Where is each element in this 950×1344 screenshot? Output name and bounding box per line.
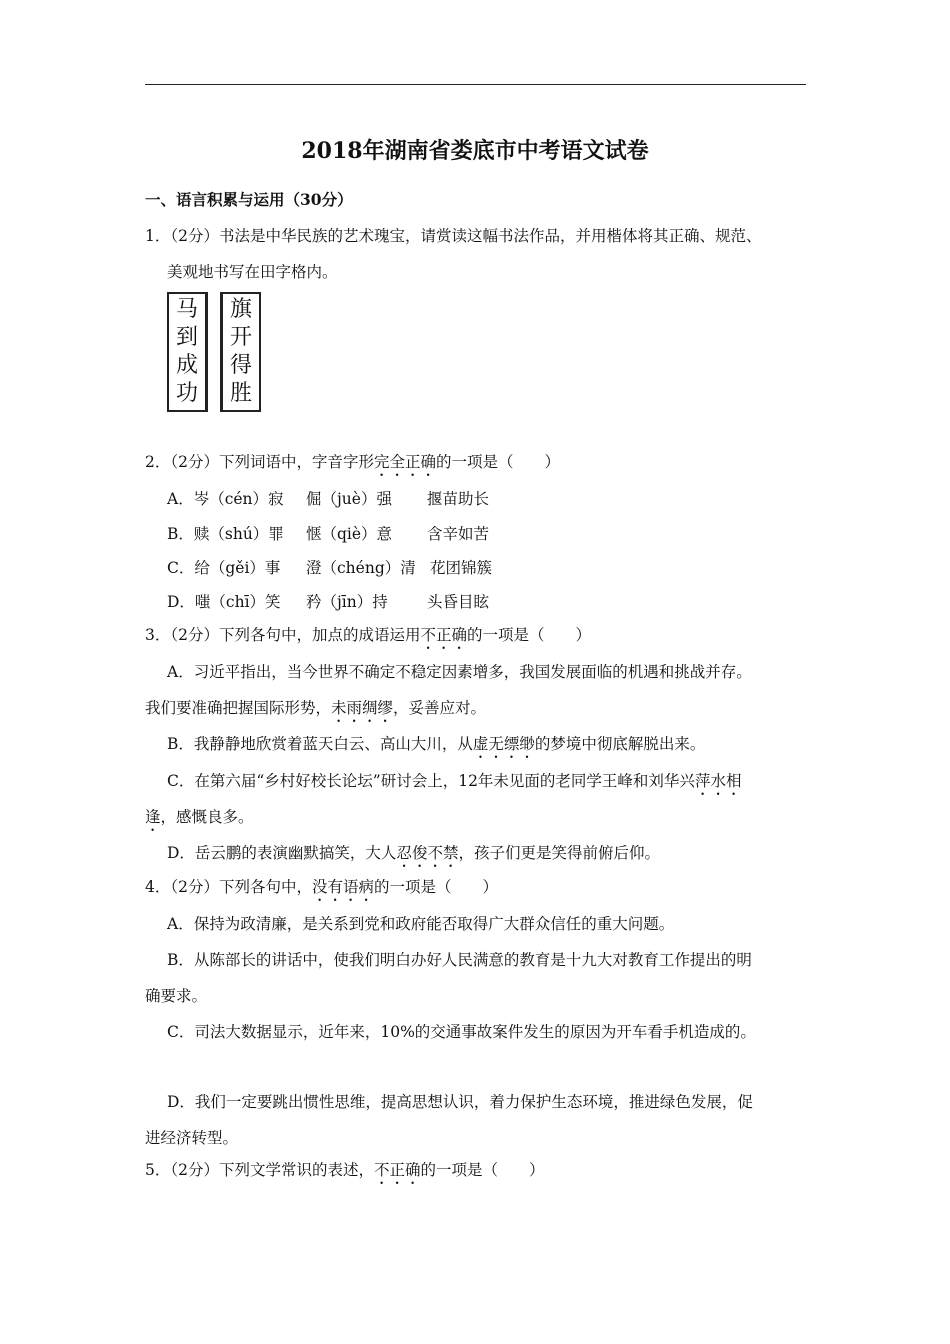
option-word3: 含辛如苦: [427, 525, 490, 543]
option-word2: 倔（juè）强: [306, 490, 392, 508]
dotted-idiom: 忍俊不禁: [396, 844, 459, 862]
q3-stem-pre: 3．（2分）下列各句中，加点的成语运用: [145, 626, 421, 644]
q4-option-d-line2: 进经济转型。: [145, 1129, 239, 1147]
section-heading: 一、语言积累与运用（30分）: [145, 190, 353, 209]
q1-line1: 1．（2分）书法是中华民族的艺术瑰宝，请赏读这幅书法作品，并用楷体将其正确、规范、: [145, 227, 762, 245]
q2-stem-pre: 2．（2分）下列词语中，字音字形: [145, 453, 374, 471]
q5-stem-post: 的一项是（ ）: [420, 1161, 545, 1179]
q4-stem-dotted: 没有语病: [311, 878, 374, 896]
calligraphy-char: 成: [175, 353, 198, 378]
calligraphy-char: 胜: [229, 381, 252, 406]
text-run: ，感慨良多。: [160, 808, 254, 826]
q2-option-b: [167, 524, 567, 544]
calligraphy-char: 功: [175, 381, 198, 406]
calligraphy-char: 开: [229, 325, 252, 350]
calligraphy-char: 马: [175, 297, 198, 322]
q4-stem-post: 的一项是（ ）: [374, 878, 499, 896]
q4-option-d-line1: D．我们一定要跳出惯性思维，提高思想认识，着力保护生态环境，推进绿色发展，促: [167, 1093, 753, 1111]
q5-stem-pre: 5．（2分）下列文学常识的表述，: [145, 1161, 374, 1179]
q3-stem-post: 的一项是（ ）: [467, 626, 592, 644]
q4-option-b-line1: B．从陈部长的讲话中，使我们明白办好人民满意的教育是十九大对教育工作提出的明: [167, 951, 752, 969]
q3-option-a-line2: [145, 698, 486, 726]
text-run: 的梦境中彻底解脱出来。: [534, 735, 706, 753]
q3-option-c-line1: [167, 771, 741, 799]
text-run: 我们要准确把握国际形势，: [145, 699, 332, 717]
text-run: B．我静静地欣赏着蓝天白云、高山大川，从: [167, 735, 473, 753]
text-run: ，孩子们更是笑得前俯后仰。: [458, 844, 660, 862]
text-run: ，妥善应对。: [393, 699, 487, 717]
option-word1: B．赎（shú）罪: [167, 525, 284, 543]
calligraphy-left-column: [167, 292, 208, 412]
q3-option-c-line2: [145, 807, 254, 835]
dotted-idiom: 逢: [145, 808, 161, 826]
q2-option-d: [167, 592, 567, 612]
option-word1: A．岑（cén）寂: [167, 490, 284, 508]
q3-option-d: [167, 843, 660, 871]
q3-option-a-line1: A．习近平指出，当今世界不确定不稳定因素增多，我国发展面临的机遇和挑战并存。: [167, 663, 752, 681]
text-run: D．岳云鹏的表演幽默搞笑，大人: [167, 844, 397, 862]
q4-stem-pre: 4．（2分）下列各句中，: [145, 878, 312, 896]
text-run: C．在第六届“乡村好校长论坛”研讨会上，12年未见面的老同学王峰和刘华兴: [167, 772, 695, 790]
q3-stem-dotted: 不正确: [420, 626, 467, 644]
option-word2: 惬（qiè）意: [306, 525, 393, 543]
page-title: 2018年湖南省娄底市中考语文试卷: [301, 138, 649, 164]
calligraphy-char: 得: [229, 353, 252, 378]
q3-stem: [145, 625, 591, 653]
q3-option-b: [167, 734, 705, 762]
calligraphy-char: 旗: [229, 297, 252, 322]
q2-option-a: [167, 489, 567, 509]
q4-option-c: C．司法大数据显示，近年来，10%的交通事故案件发生的原因为开车看手机造成的。: [167, 1023, 756, 1041]
q1-line2: 美观地书写在田字格内。: [167, 263, 338, 281]
q4-option-a: A．保持为政清廉，是关系到党和政府能否取得广大群众信任的重大问题。: [167, 915, 675, 933]
dotted-idiom: 虚无缥缈: [472, 735, 535, 753]
dotted-idiom: 未雨绸缪: [331, 699, 394, 717]
q5-stem-dotted: 不正确: [373, 1161, 421, 1179]
calligraphy-right-column: [220, 292, 261, 412]
header-rule: [145, 84, 806, 85]
option-word1: D．嗤（chī）笑: [167, 593, 281, 611]
option-word1: C．给（gěi）事: [167, 559, 281, 577]
q2-option-c: [167, 558, 567, 578]
option-word3: 揠苗助长: [427, 490, 490, 508]
q2-stem-dotted: 完全正确: [373, 453, 436, 471]
option-word2: 矜（jīn）持: [306, 593, 388, 611]
q4-option-b-line2: 确要求。: [145, 987, 208, 1005]
option-word2: 澄（chéng）清: [306, 559, 416, 577]
option-word3: 花团锦簇: [430, 559, 493, 577]
q4-stem: [145, 877, 498, 905]
q5-stem: [145, 1160, 545, 1188]
dotted-idiom: 萍水相: [694, 772, 742, 790]
q2-stem-post: 的一项是（ ）: [436, 453, 561, 471]
option-word3: 头昏目眩: [427, 593, 490, 611]
q2-stem: [145, 452, 560, 480]
calligraphy-char: 到: [175, 325, 198, 350]
